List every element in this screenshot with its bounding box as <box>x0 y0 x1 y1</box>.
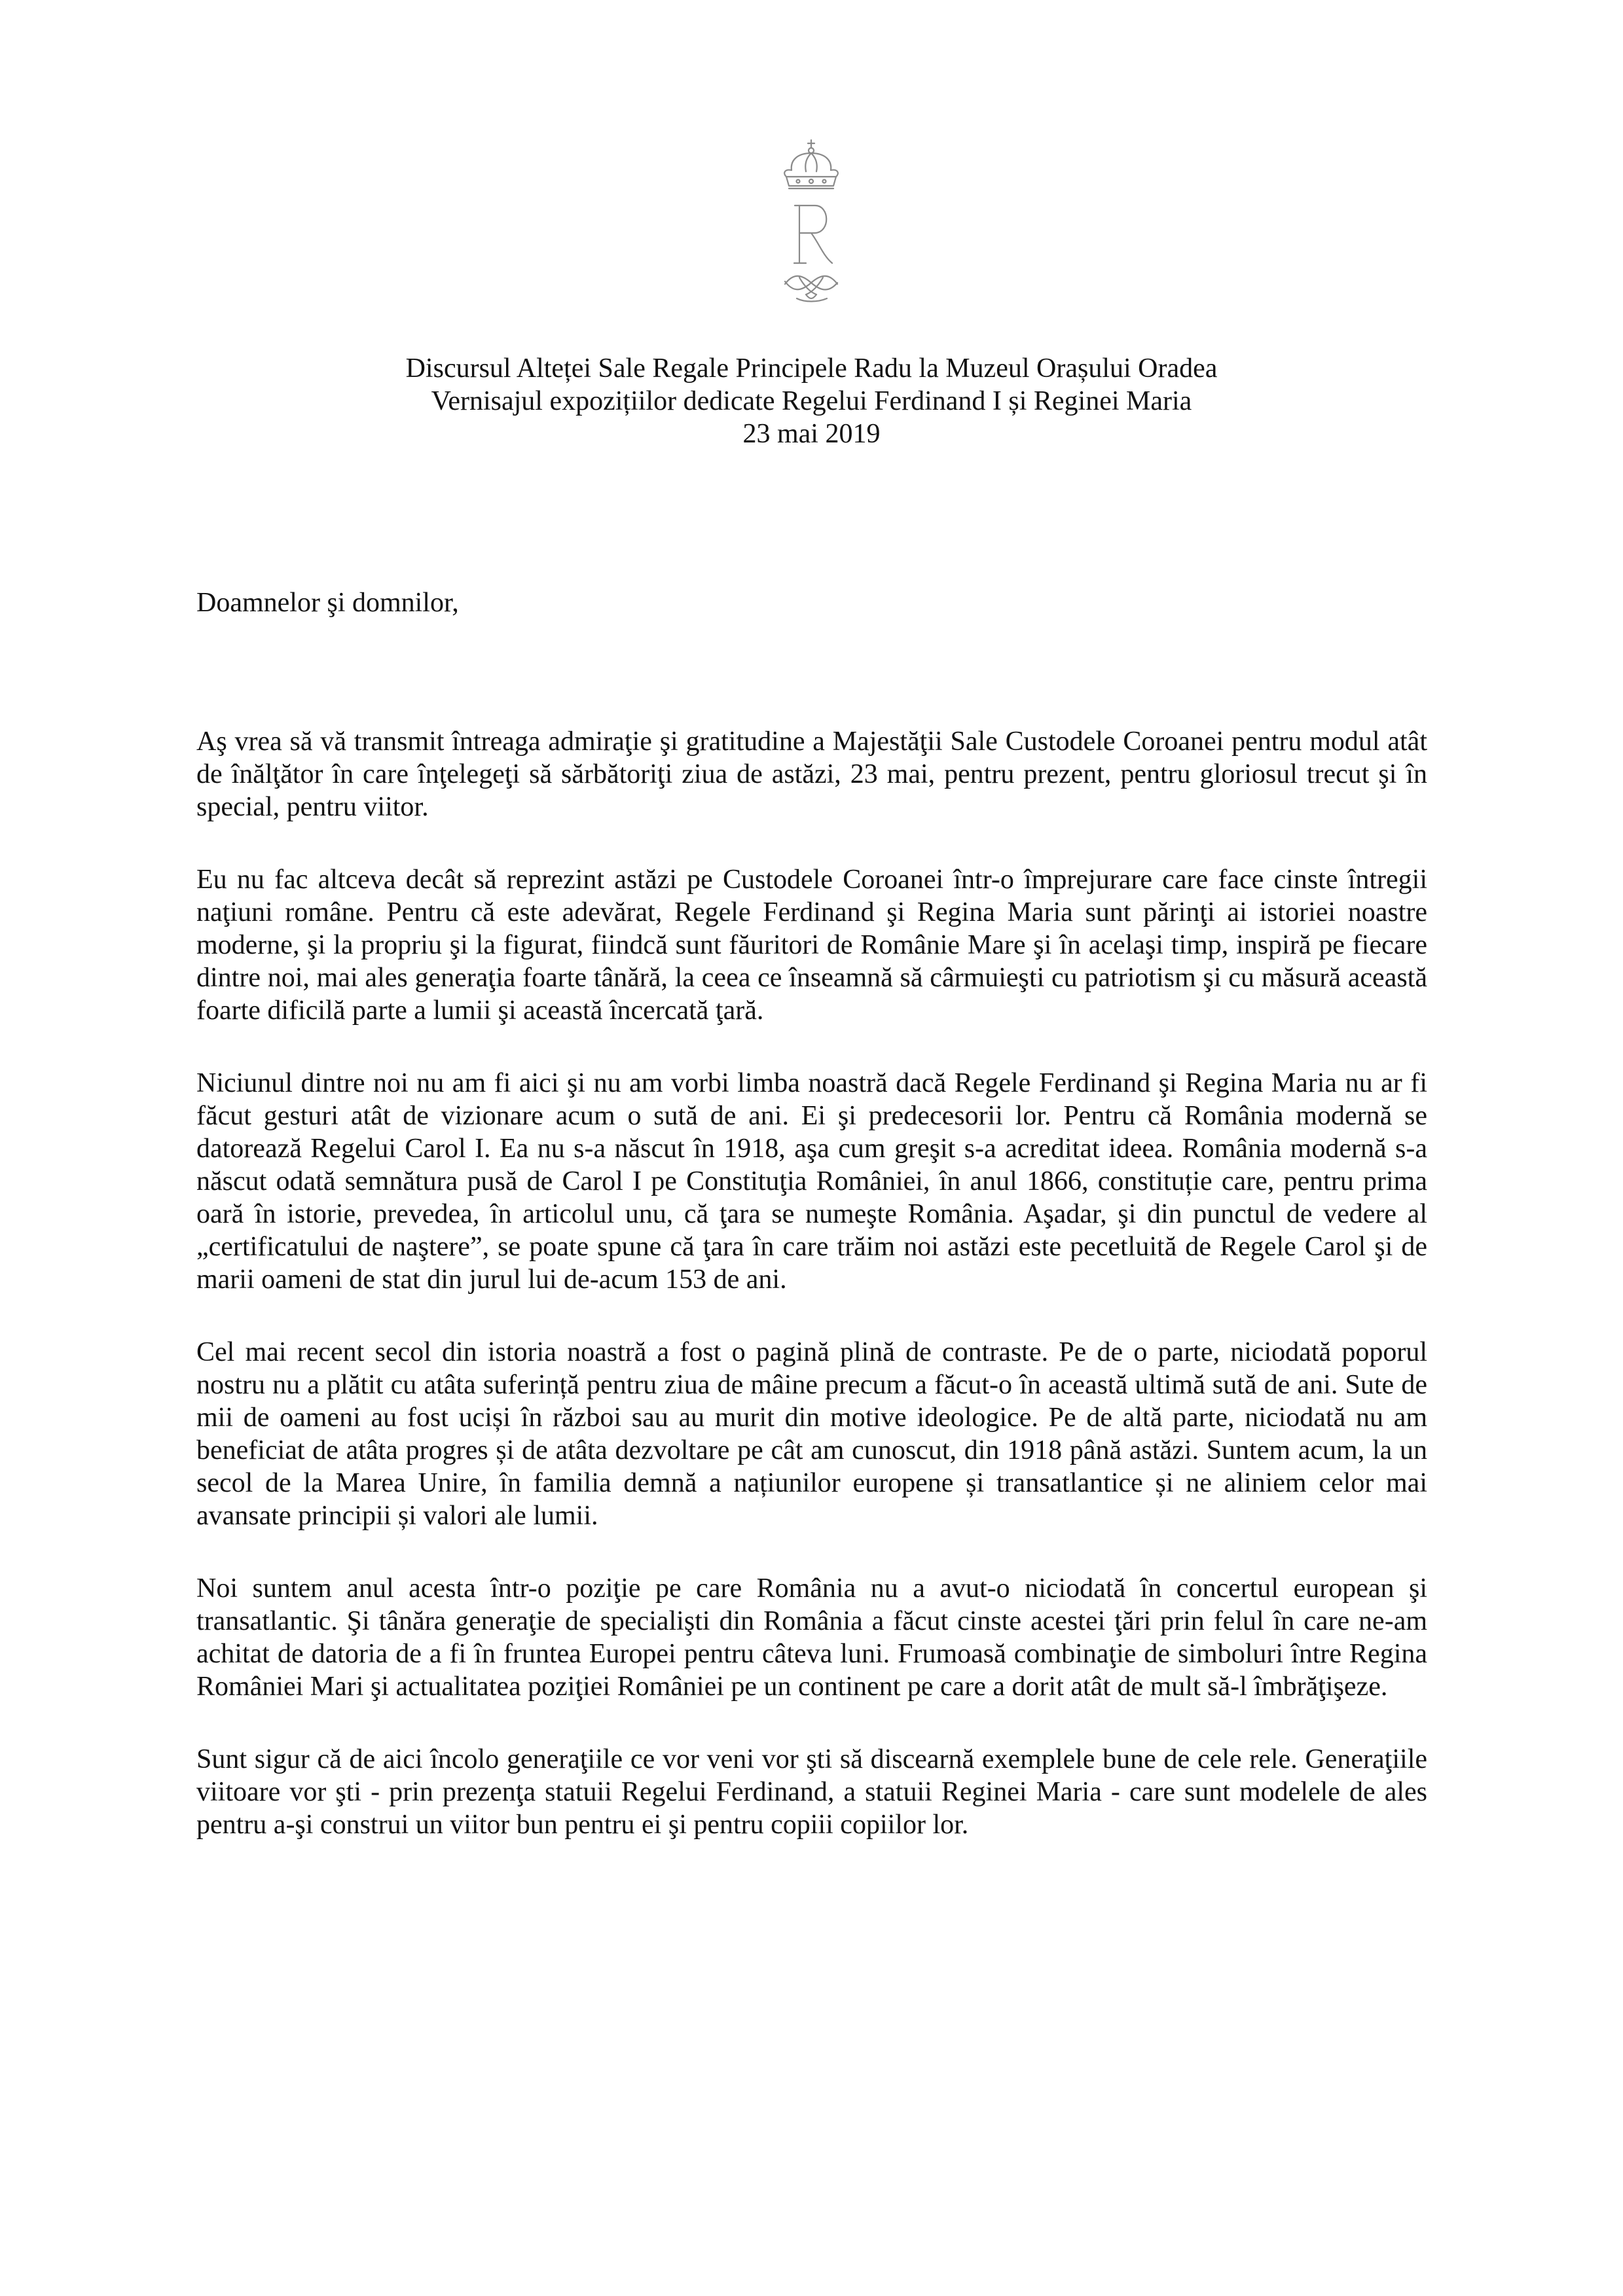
greeting: Doamnelor şi domnilor, <box>196 588 459 618</box>
paragraph-1: Aş vrea să vă transmit întreaga admiraţie şi gratitudine a Majestăţii Sale Custodele Coroanei pentru modul atât de înălţător în care înţelegeţi să sărbătoriţi ziua de astăzi, 23 mai, pentru prezent, pentru gloriosul trecut şi în special, pentru viitor. <box>196 726 1427 822</box>
document-header <box>196 352 1427 450</box>
crown-r-monogram-icon <box>759 139 864 309</box>
paragraph-2: Eu nu fac altceva decât să reprezint astăzi pe Custodele Coroanei într-o împrejurare care face cinste întregii naţiuni române. Pentru că este adevărat, Regele Ferdinand şi Regina Maria sunt părinţi ai istoriei noastre moderne, şi la propriu şi la figurat, fiindcă sunt făuritori de Românie Mare şi în acelaşi timp, inspiră pe fiecare dintre noi, mai ales generaţia foarte tânără, la ceea ce înseamnă să cârmuieşti cu patriotism şi cu măsură această foarte dificilă parte a lumii şi această încercată ţară. <box>196 865 1427 1026</box>
paragraph-5: Noi suntem anul acesta într-o poziţie pe care România nu a avut-o niciodată în concertul european şi transatlantic. Şi tânăra generaţie de specialişti din România a făcut cinste acestei ţări prin felul în care ne-am achitat de datoria de a fi în fruntea Europei pentru câteva luni. Frumoasă combinaţie de simboluri între Regina României Mari şi actualitatea poziţiei României pe un continent pe care a dorit atât de mult să-l îmbrăţişeze. <box>196 1573 1427 1702</box>
paragraph-6: Sunt sigur că de aici încolo generaţiile ce vor veni vor şti să discearnă exemplele bune de cele rele. Generaţiile viitoare vor şti - prin prezenţa statuii Regelui Ferdinand, a statuii Reginei Maria - care sunt modelele de ales pentru a-şi construi un viitor bun pentru ei şi pentru copiii copiilor lor. <box>196 1744 1427 1840</box>
header-date: 23 mai 2019 <box>742 419 881 449</box>
header-subtitle: Vernisajul expozițiilor dedicate Regelui Ferdinand I și Reginei Maria <box>431 386 1192 416</box>
paragraph-4: Cel mai recent secol din istoria noastră a fost o pagină plină de contraste. Pe de o parte, niciodată poporul nostru nu a plătit cu atâta suferință pentru ziua de mâine precum a făcut-o în această ultimă sută de ani. Sute de mii de oameni au fost uciși în război sau au murit din motive ideologice. Pe de altă parte, niciodată nu am beneficiat de atâta progres și de atâta dezvoltare pe cât am cunoscut, din 1918 până astăzi. Suntem acum, la un secol de la Marea Unire, în familia demnă a națiunilor europene și transatlantice și ne aliniem celor mai avansate principii și valori ale lumii. <box>196 1337 1427 1531</box>
paragraph-3: Niciunul dintre noi nu am fi aici şi nu am vorbi limba noastră dacă Regele Ferdinand şi Regina Maria nu ar fi făcut gesturi atât de vizionare acum o sută de ani. Ei şi predecesorii lor. Pentru că România modernă se datorează Regelui Carol I. Ea nu s-a născut în 1918, aşa cum greşit s-a acreditat ideea. România modernă s-a născut odată semnătura pusă de Carol I pe Constituţia României, în anul 1866, constituție care, pentru prima oară în istorie, prevedea, în articolul unu, că ţara se numeşte România. Aşadar, şi din punctul de vedere al „certificatului de naştere”, se poate spune că ţara în care trăim noi astăzi este pecetluită de Regele Carol şi de marii oameni de stat din jurul lui de-acum 153 de ani. <box>196 1068 1427 1295</box>
speech-body <box>196 586 1427 1881</box>
header-title: Discursul Alteței Sale Regale Principele Radu la Muzeul Orașului Oradea <box>405 353 1218 384</box>
